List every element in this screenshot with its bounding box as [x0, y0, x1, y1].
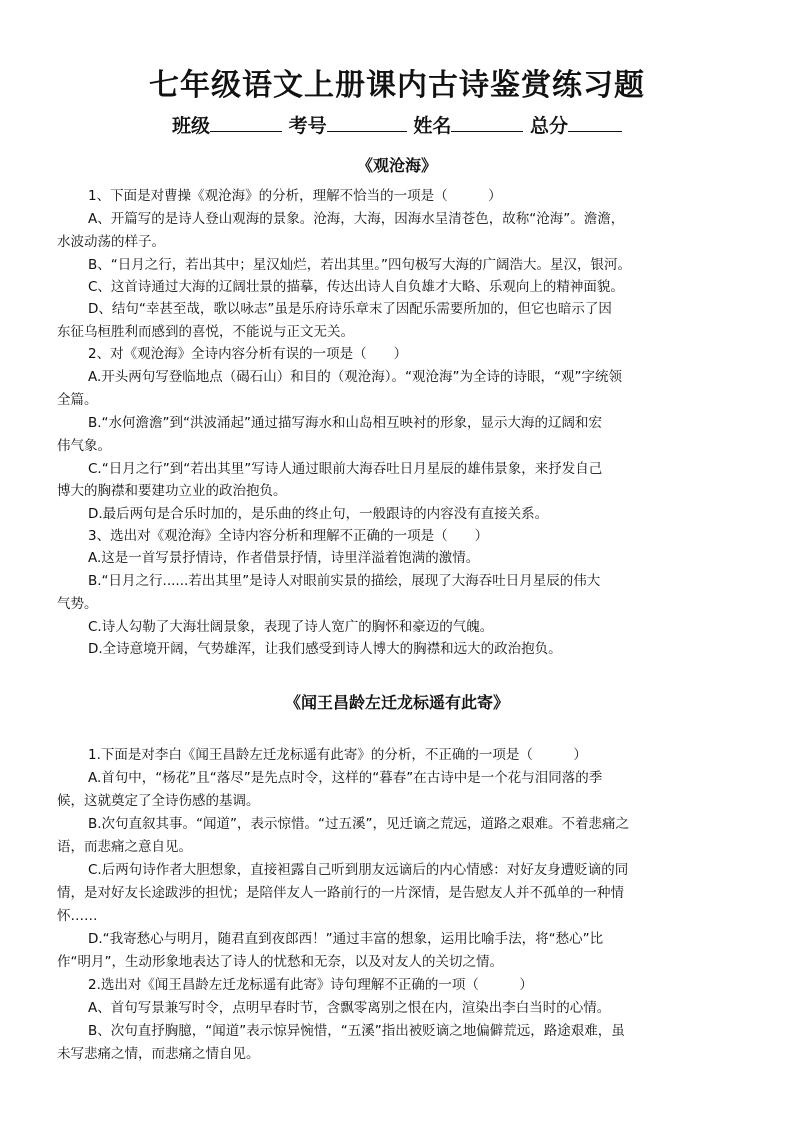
option-line: D.“我寄愁心与明月，随君直到夜郎西！”通过丰富的想象，运用比喻手法，将“愁心”比 — [88, 931, 604, 947]
question-line: 1.下面是对李白《闻王昌龄左迁龙标遥有此寄》的分析，不正确的一项是（ ） — [88, 747, 587, 763]
score-blank[interactable] — [568, 113, 622, 132]
class-blank[interactable] — [210, 113, 282, 132]
option-line: 怀…… — [57, 908, 98, 924]
option-line: 东征乌桓胜利而感到的喜悦，不能说与正文无关。 — [57, 324, 354, 340]
section-title-guan-cang-hai: 《观沧海》 — [356, 156, 437, 175]
option-line: 未写悲痛之情，而悲痛之情自见。 — [57, 1046, 260, 1062]
option-line: 水波动荡的样子。 — [57, 234, 165, 250]
option-line: D、结句“幸甚至哉，歌以咏志”虽是乐府诗乐章末了因配乐需要所加的，但它也暗示了因 — [88, 301, 612, 317]
option-line: B.次句直叙其事。“闻道”，表示惊惜。“过五溪”，见迁谪之荒远，道路之艰难。不着悲痛之 — [88, 816, 630, 832]
option-line: A、首句写景兼写时令，点明早春时节，含飘零离别之恨在内，渲染出李白当时的心情。 — [88, 1000, 611, 1016]
name-label: 姓名 — [413, 115, 452, 137]
question-line: 2.选出对《闻王昌龄左迁龙标遥有此寄》诗句理解不正确的一项（ ） — [88, 977, 533, 993]
option-line: 博大的胸襟和要建功立业的政治抱负。 — [57, 483, 287, 499]
exam-no-blank[interactable] — [327, 113, 407, 132]
class-label: 班级 — [172, 115, 211, 137]
option-line: A.开头两句写登临地点（碣石山）和目的（观沧海）。“观沧海”为全诗的诗眼，“观”字统领 — [88, 369, 623, 385]
question-line: 1、下面是对曹操《观沧海》的分析，理解不恰当的一项是（ ） — [88, 188, 502, 204]
section-title-wen-wang-changling: 《闻王昌龄左迁龙标遥有此寄》 — [284, 693, 509, 712]
option-line: 情，是对好友长途跋涉的担忧；是陪伴友人一路前行的一片深情，是告慰友人并不孤单的一种情 — [57, 885, 624, 901]
option-line: 作“明月”，生动形象地表达了诗人的忧愁和无奈，以及对友人的关切之情。 — [57, 954, 503, 970]
option-line: 语，而悲痛之意自见。 — [57, 839, 192, 855]
question-line: 3、选出对《观沧海》全诗内容分析和理解不正确的一项是（ ） — [88, 528, 489, 544]
option-line: B、次句直抒胸臆，“闻道”表示惊异惋惜，“五溪”指出被贬谪之地偏僻荒远，路途艰难，虽 — [88, 1023, 625, 1039]
option-line: A.这是一首写景抒情诗，作者借景抒情，诗里洋溢着饱满的激情。 — [88, 550, 480, 566]
option-line: B、“日月之行，若出其中；星汉灿烂，若出其里。”四句极写大海的广阔浩大。星汉，银河。 — [88, 257, 631, 273]
option-line: 候，这就奠定了全诗伤感的基调。 — [57, 793, 260, 809]
name-blank[interactable] — [451, 113, 523, 132]
option-line: C、这首诗通过大海的辽阔壮景的描摹，传达出诗人自负雄才大略、乐观向上的精神面貌。 — [88, 279, 624, 295]
option-line: D.最后两句是合乐时加的，是乐曲的终止句，一般跟诗的内容没有直接关系。 — [88, 506, 549, 522]
student-info-row — [0, 111, 794, 138]
option-line: C.诗人勾勒了大海壮阔景象，表现了诗人宽广的胸怀和豪迈的气魄。 — [88, 619, 494, 635]
option-line: C.后两句诗作者大胆想象，直接袒露自己听到朋友远谪后的内心情感：对好友身遭贬谪的同 — [88, 862, 629, 878]
question-line: 2、对《观沧海》全诗内容分析有误的一项是（ ） — [88, 346, 408, 362]
option-line: C.“日月之行”到“若出其里”写诗人通过眼前大海吞吐日月星辰的雄伟景象，来抒发自己 — [88, 461, 603, 477]
option-line: B.“水何澹澹”到“洪波涌起”通过描写海水和山岛相互映衬的形象，显示大海的辽阔和宏 — [88, 415, 603, 431]
option-line: A.首句中，“杨花”且“落尽”是先点时令，这样的“暮春”在古诗中是一个花与泪同落的季 — [88, 770, 603, 786]
exam-no-label: 考号 — [288, 115, 327, 137]
score-label: 总分 — [529, 115, 568, 137]
option-line: A、开篇写的是诗人登山观海的景象。沧海，大海，因海水呈清苍色，故称“沧海”。澹澹， — [88, 211, 625, 227]
page-title: 七年级语文上册课内古诗鉴赏练习题 — [149, 68, 645, 103]
option-line: 伟气象。 — [57, 438, 111, 454]
option-line: D.全诗意境开阔，气势雄浑，让我们感受到诗人博大的胸襟和远大的政治抱负。 — [88, 641, 562, 657]
option-line: 气势。 — [57, 596, 98, 612]
option-line: 全篇。 — [57, 392, 98, 408]
option-line: B.“日月之行......若出其里”是诗人对眼前实景的描绘，展现了大海吞吐日月星辰的伟大 — [88, 573, 601, 589]
